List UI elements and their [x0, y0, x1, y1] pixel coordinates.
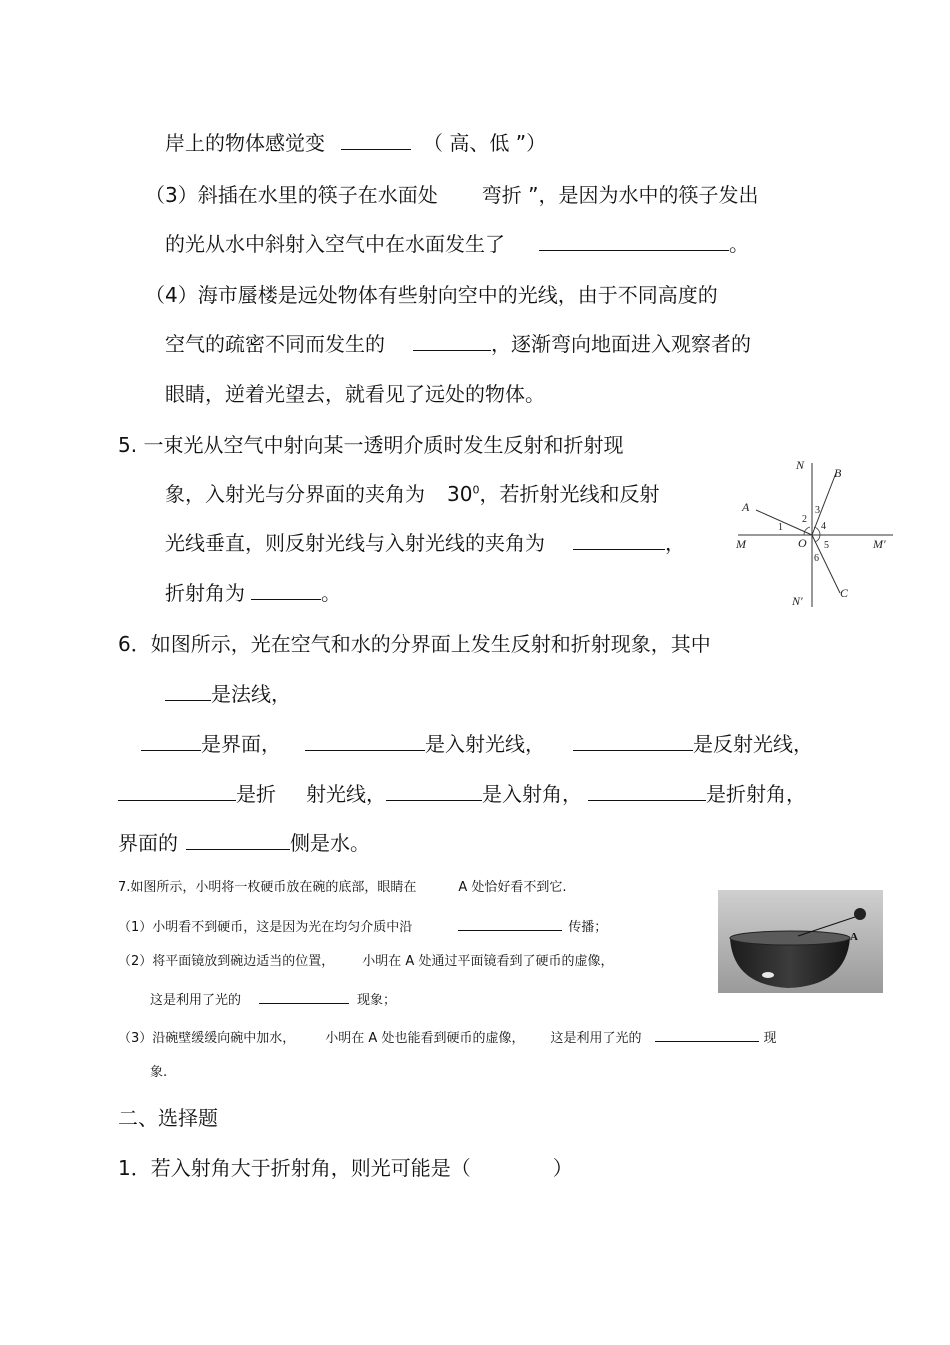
q7-line-4: 这是利用了光的 现象；	[150, 993, 397, 1008]
section-2-title: 二、选择题	[118, 1106, 218, 1130]
q4-line-1: 岸上的物体感觉变 （ 高、低 ”）	[165, 131, 547, 155]
answer-blank[interactable]	[341, 133, 411, 150]
angle-label-4: 4	[821, 521, 826, 532]
answer-blank[interactable]	[588, 784, 706, 801]
angle-label-1: 1	[778, 522, 783, 533]
q4-part3-line-2: 的光从水中斜射入空气中在水面发生了 。	[165, 232, 749, 256]
q7-line-2: （1）小明看不到硬币，这是因为光在均匀介质中沿 传播；	[118, 920, 608, 935]
label-n-prime: N′	[792, 594, 803, 608]
angle-label-6: 6	[814, 553, 819, 564]
answer-blank[interactable]	[141, 734, 201, 751]
label-c: C	[840, 586, 849, 600]
answer-blank[interactable]	[259, 991, 349, 1004]
answer-blank[interactable]	[573, 533, 665, 550]
q5-line-2: 象，入射光与分界面的夹角为 $30^0$，若折射光线和反射	[165, 482, 660, 506]
answer-blank[interactable]	[386, 784, 482, 801]
label-o: O	[798, 536, 807, 550]
answer-blank[interactable]	[118, 784, 236, 801]
q4-part3-line-1: （3）斜插在水里的筷子在水面处 弯折 ”，是因为水中的筷子发出	[145, 183, 759, 207]
label-m: M	[736, 537, 746, 551]
reflection-refraction-diagram	[728, 455, 898, 615]
label-a: A	[742, 500, 750, 514]
q5-line-4: 折射角为 。	[165, 581, 341, 605]
angle-label-3: 3	[815, 505, 820, 516]
q4-part4-line-3: 眼睛，逆着光望去，就看见了远处的物体。	[165, 382, 545, 406]
label-m-prime: M′	[873, 537, 886, 551]
q4-part4-line-2: 空气的疏密不同而发生的 ，逐渐弯向地面进入观察者的	[165, 332, 751, 356]
angle-arc	[815, 535, 820, 542]
angle-label-5: 5	[824, 540, 829, 551]
photo-label-a: A	[850, 931, 858, 943]
answer-blank[interactable]	[305, 734, 425, 751]
answer-blank[interactable]	[539, 234, 729, 251]
answer-blank[interactable]	[655, 1029, 759, 1042]
q6-line-3: 是界面， 是入射光线， 是反射光线，	[141, 734, 813, 754]
eye-icon	[854, 908, 866, 920]
bowl-coin-photo	[718, 890, 883, 993]
answer-blank[interactable]	[458, 918, 562, 931]
q7-line-3: （2）将平面镜放到碗边适当的位置， 小明在 A 处通过平面镜看到了硬币的虚像，	[118, 954, 614, 969]
mc-question-1: 1．若入射角大于折射角，则光可能是（ ）	[118, 1156, 573, 1180]
q5-line-3: 光线垂直，则反射光线与入射光线的夹角为 ，	[165, 531, 685, 555]
q4-part4-line-1: （4）海市蜃楼是远处物体有些射向空中的光线，由于不同高度的	[145, 283, 718, 307]
q6-line-2: 是法线，	[165, 684, 291, 704]
q6-line-4: 是折 射光线， 是入射角， 是折射角，	[118, 784, 806, 804]
answer-blank[interactable]	[251, 583, 321, 600]
answer-blank[interactable]	[573, 734, 693, 751]
q7-line-5: （3）沿碗壁缓缓向碗中加水， 小明在 A 处也能看到硬币的虚像， 这是利用了光的 现	[118, 1031, 777, 1046]
label-b: B	[834, 466, 842, 480]
answer-blank[interactable]	[165, 684, 211, 701]
coin-icon	[762, 972, 774, 978]
q6-line-5: 界面的 侧是水。	[118, 831, 370, 855]
bowl-rim	[730, 931, 850, 945]
q7-line-1: 7.如图所示，小明将一枚硬币放在碗的底部，眼睛在 A 处恰好看不到它.	[118, 880, 567, 895]
q7-line-6: 象.	[150, 1065, 168, 1080]
angle-label-2: 2	[802, 514, 807, 525]
label-n: N	[796, 458, 805, 472]
q6-line-1: 6．如图所示，光在空气和水的分界面上发生反射和折射现象，其中	[118, 632, 711, 656]
q5-line-1: 5. 一束光从空气中射向某一透明介质时发生反射和折射现	[118, 433, 624, 457]
answer-blank[interactable]	[186, 833, 290, 850]
answer-blank[interactable]	[413, 334, 491, 351]
